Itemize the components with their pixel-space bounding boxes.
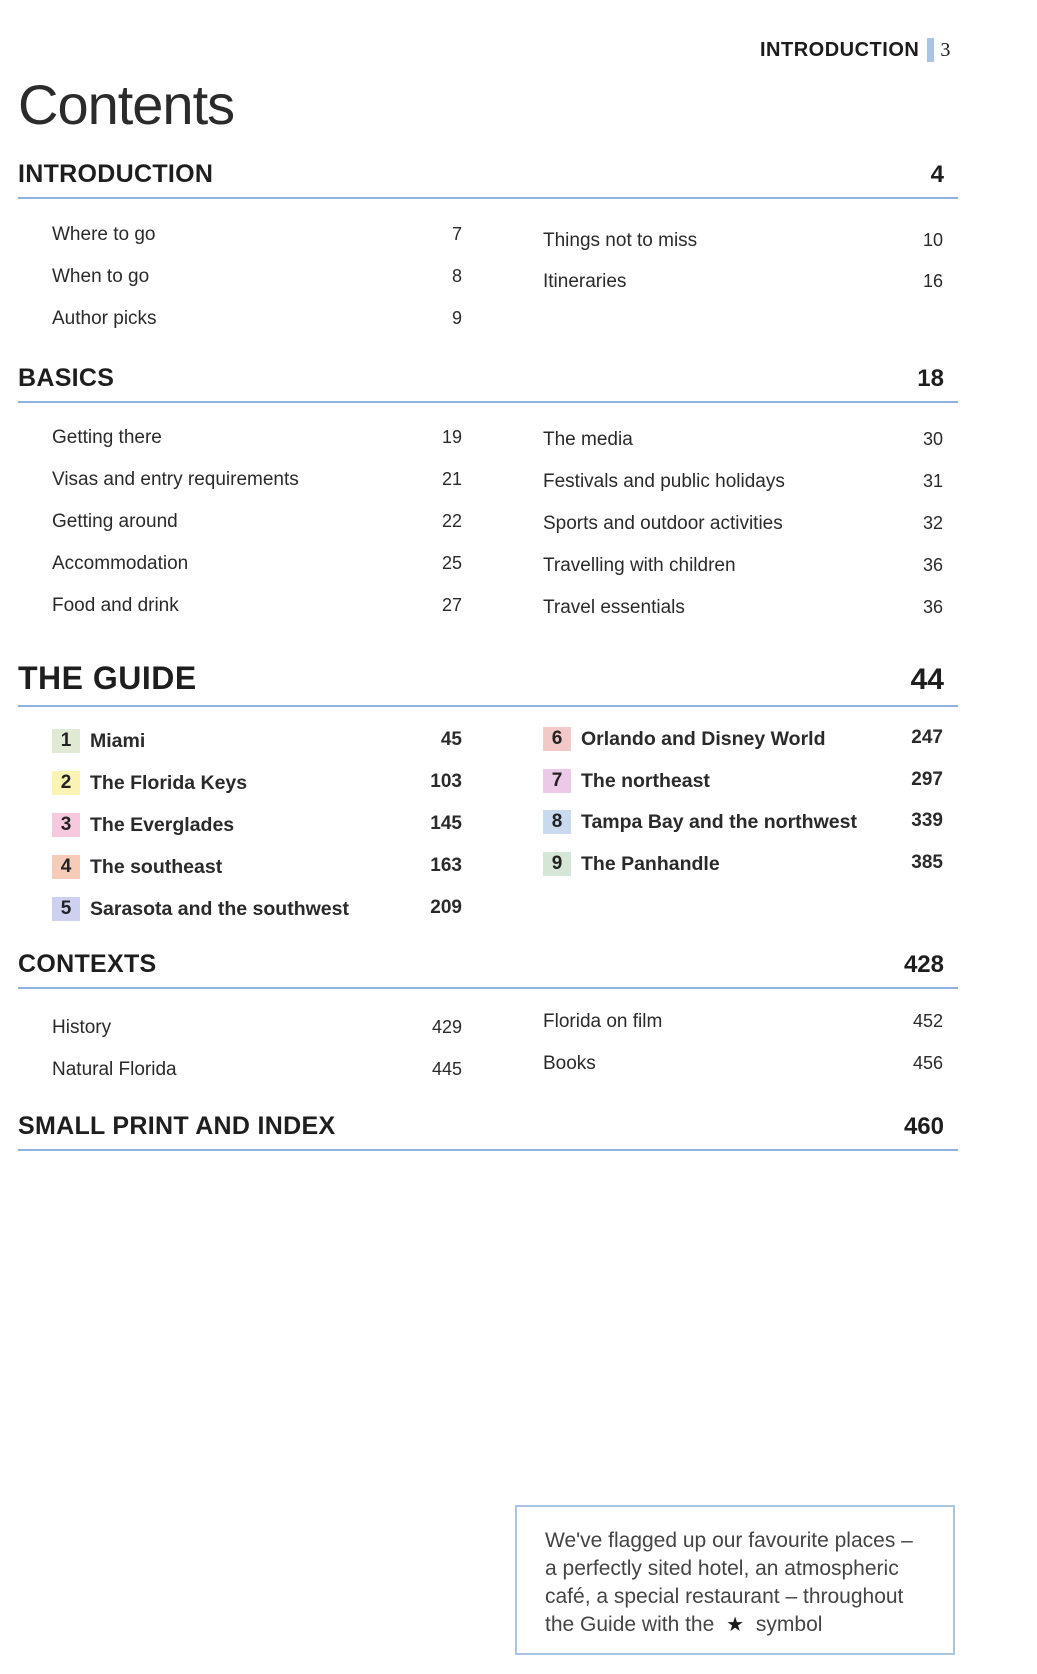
entry-label: Sarasota and the southwest bbox=[90, 897, 349, 920]
entry-page: 209 bbox=[430, 897, 462, 918]
entry-label: Tampa Bay and the northwest bbox=[581, 810, 857, 833]
chapter-number-badge: 3 bbox=[52, 813, 80, 837]
guide-chapter-entry[interactable] bbox=[543, 727, 943, 751]
entry-page: 8 bbox=[451, 266, 462, 286]
section-introduction[interactable] bbox=[18, 160, 958, 199]
toc-entry[interactable] bbox=[543, 429, 943, 451]
entry-label: Books bbox=[543, 1053, 596, 1074]
toc-entry[interactable] bbox=[543, 513, 943, 535]
toc-entry[interactable] bbox=[52, 469, 462, 491]
running-head-page-number: 3 bbox=[940, 38, 951, 61]
entry-label: The southeast bbox=[90, 855, 223, 878]
guide-chapter-entry[interactable] bbox=[52, 897, 462, 921]
toc-entry[interactable] bbox=[52, 308, 462, 330]
entry-label: Florida on film bbox=[543, 1011, 663, 1032]
entry-label: Getting around bbox=[52, 511, 178, 532]
guide-chapter-entry[interactable] bbox=[543, 769, 943, 793]
guide-chapter-entry[interactable] bbox=[543, 852, 943, 876]
section-page: 18 bbox=[917, 365, 944, 392]
chapter-number-badge: 2 bbox=[52, 771, 80, 795]
entry-label: Author picks bbox=[52, 308, 157, 329]
section-small-print[interactable] bbox=[18, 1112, 958, 1151]
toc-entry[interactable] bbox=[52, 1059, 462, 1081]
entry-page: 32 bbox=[922, 513, 943, 533]
entry-label: Food and drink bbox=[52, 595, 179, 616]
entry-page: 297 bbox=[911, 769, 943, 790]
section-title: INTRODUCTION bbox=[18, 160, 214, 188]
entry-page: 10 bbox=[922, 230, 943, 250]
section-title: SMALL PRINT AND INDEX bbox=[18, 1112, 336, 1140]
favourites-note bbox=[515, 1505, 955, 1655]
entry-label: Getting there bbox=[52, 427, 162, 448]
note-text: We've flagged up our favourite places – a perfectly sited hotel, an atmospheric café, a special restaurant – throughout the Guide with the bbox=[545, 1529, 913, 1636]
entry-page: 19 bbox=[441, 427, 462, 447]
entry-label: Travel essentials bbox=[543, 597, 685, 618]
guide-chapter-entry[interactable] bbox=[52, 855, 462, 879]
entry-label: The media bbox=[543, 429, 633, 450]
entry-page: 339 bbox=[911, 810, 943, 831]
guide-chapter-entry[interactable] bbox=[543, 810, 943, 834]
entry-label: When to go bbox=[52, 266, 150, 287]
entry-page: 103 bbox=[430, 771, 462, 792]
entry-page: 452 bbox=[912, 1011, 943, 1031]
toc-entry[interactable] bbox=[543, 597, 943, 619]
entry-label: Orlando and Disney World bbox=[581, 727, 826, 750]
note-symbol-word: symbol bbox=[755, 1613, 823, 1636]
toc-entry[interactable] bbox=[543, 1053, 943, 1075]
section-page: 460 bbox=[903, 1113, 944, 1140]
entry-page: 22 bbox=[441, 511, 462, 531]
guide-chapter-entry[interactable] bbox=[52, 771, 462, 795]
section-page: 4 bbox=[930, 161, 944, 188]
running-head-bar bbox=[927, 38, 934, 62]
entry-label: Things not to miss bbox=[543, 230, 698, 251]
entry-label: The Everglades bbox=[90, 813, 235, 836]
entry-page: 27 bbox=[441, 595, 462, 615]
guide-chapter-entry[interactable] bbox=[52, 813, 462, 837]
chapter-number-badge: 5 bbox=[52, 897, 80, 921]
entry-label: Miami bbox=[90, 729, 146, 752]
chapter-number-badge: 7 bbox=[543, 769, 571, 793]
section-contexts[interactable] bbox=[18, 950, 958, 989]
entry-page: 9 bbox=[451, 308, 462, 328]
toc-entry[interactable] bbox=[543, 1011, 943, 1033]
toc-entry[interactable] bbox=[543, 555, 943, 577]
toc-entry[interactable] bbox=[52, 511, 462, 533]
entry-label: Festivals and public holidays bbox=[543, 471, 785, 492]
entry-page: 7 bbox=[451, 224, 462, 244]
entry-page: 456 bbox=[912, 1053, 943, 1073]
entry-label: The Florida Keys bbox=[90, 771, 248, 794]
entry-page: 21 bbox=[441, 469, 462, 489]
toc-entry[interactable] bbox=[52, 427, 462, 449]
chapter-number-badge: 6 bbox=[543, 727, 571, 751]
entry-page: 163 bbox=[430, 855, 462, 876]
entry-label: Travelling with children bbox=[543, 555, 736, 576]
chapter-number-badge: 8 bbox=[543, 810, 571, 834]
entry-page: 385 bbox=[911, 852, 943, 873]
chapter-number-badge: 9 bbox=[543, 852, 571, 876]
entry-label: Accommodation bbox=[52, 553, 189, 574]
section-title: THE GUIDE bbox=[18, 660, 197, 696]
toc-entry[interactable] bbox=[52, 1017, 462, 1039]
toc-entry[interactable] bbox=[52, 595, 462, 617]
entry-label: Where to go bbox=[52, 224, 156, 245]
section-title: CONTEXTS bbox=[18, 950, 157, 978]
section-page: 44 bbox=[910, 663, 944, 696]
page-title: Contents bbox=[18, 73, 235, 136]
chapter-number-badge: 4 bbox=[52, 855, 80, 879]
toc-entry[interactable] bbox=[543, 471, 943, 493]
section-title: BASICS bbox=[18, 364, 115, 392]
section-basics[interactable] bbox=[18, 364, 958, 403]
toc-entry[interactable] bbox=[52, 224, 462, 246]
entry-page: 145 bbox=[430, 813, 462, 834]
entry-page: 247 bbox=[911, 727, 943, 748]
toc-entry[interactable] bbox=[52, 553, 462, 575]
toc-entry[interactable] bbox=[52, 266, 462, 288]
entry-label: Visas and entry requirements bbox=[52, 469, 299, 490]
entry-label: History bbox=[52, 1017, 112, 1038]
entry-page: 36 bbox=[922, 555, 943, 575]
section-page: 428 bbox=[903, 951, 944, 978]
entry-page: 25 bbox=[441, 553, 462, 573]
entry-page: 16 bbox=[922, 271, 943, 291]
section-the-guide[interactable] bbox=[18, 660, 958, 707]
entry-label: Itineraries bbox=[543, 271, 627, 292]
entry-label: Sports and outdoor activities bbox=[543, 513, 783, 534]
entry-page: 45 bbox=[440, 729, 462, 750]
running-head bbox=[760, 38, 980, 62]
toc-entry[interactable] bbox=[543, 230, 943, 252]
toc-entry[interactable] bbox=[543, 271, 943, 293]
entry-page: 31 bbox=[922, 471, 943, 491]
running-head-section: INTRODUCTION bbox=[760, 38, 920, 61]
star-icon: ★ bbox=[726, 1614, 745, 1636]
entry-page: 445 bbox=[431, 1059, 462, 1079]
entry-label: Natural Florida bbox=[52, 1059, 177, 1080]
entry-label: The northeast bbox=[581, 769, 710, 792]
entry-page: 429 bbox=[431, 1017, 462, 1037]
entry-label: The Panhandle bbox=[581, 852, 720, 875]
chapter-number-badge: 1 bbox=[52, 729, 80, 753]
entry-page: 30 bbox=[922, 429, 943, 449]
entry-page: 36 bbox=[922, 597, 943, 617]
guide-chapter-entry[interactable] bbox=[52, 729, 462, 753]
